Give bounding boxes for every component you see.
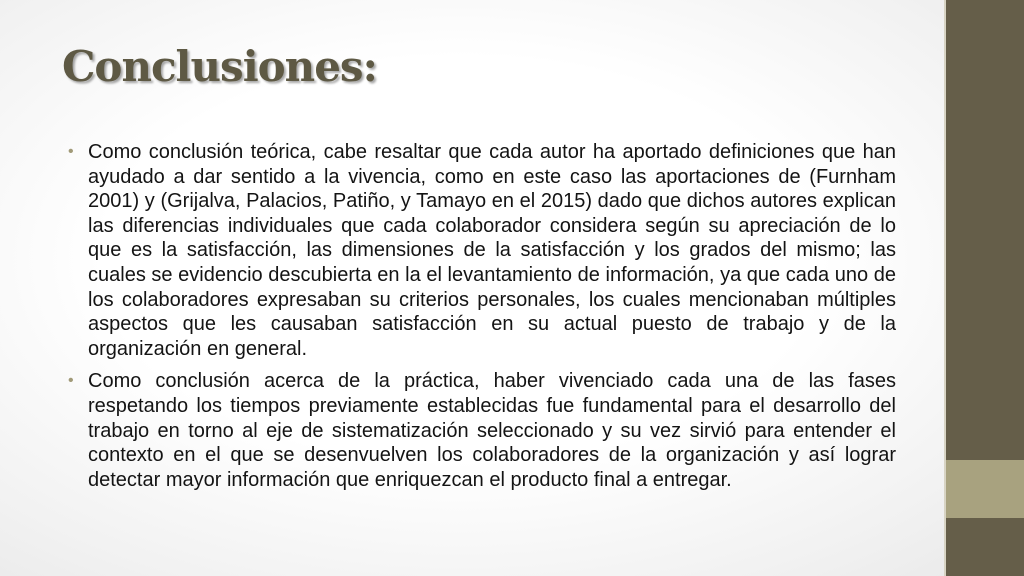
right-band-accent <box>946 460 1024 518</box>
bullet-item <box>68 140 896 361</box>
bullet-icon: • <box>68 372 74 390</box>
bullet-icon: • <box>68 143 74 160</box>
bullet-text: Como conclusión acerca de la práctica, haber vivenciado cada una de las fases respetando los tiempos previamente establecidas fue fundamental para el desarrollo del trabajo en torno al eje de sistematización seleccionado y su vez sirvió para entender el contexto en el que se desenvuelven los colaboradores de la organización y así lograr detectar mayor información que enriquezcan el producto final a entregar. <box>88 370 896 491</box>
bullet-text: Como conclusión teórica, cabe resaltar que cada autor ha aportado definiciones que han ayudado a dar sentido a la vivencia, como en este caso las aportaciones de (Furnham 2001) y (Grijalva, Palacios, Patiño, y Tamayo en el 2015) dado que dichos autores explican las diferencias individuales que cada colaborador considera según su apreciación de lo que es la satisfacción, las dimensiones de la satisfacción y los grados del mismo; las cuales se evidencio descubierta en la el levantamiento de información, ya que cada uno de los colaboradores expresaban su criterios personales, los cuales mencionaban múltiples aspectos que les causaban satisfacción en su actual puesto de trabajo y de la organización en general. <box>88 141 896 360</box>
bullet-item <box>68 369 896 492</box>
slide-title: Conclusiones: <box>62 42 378 91</box>
bullet-list <box>68 140 896 500</box>
